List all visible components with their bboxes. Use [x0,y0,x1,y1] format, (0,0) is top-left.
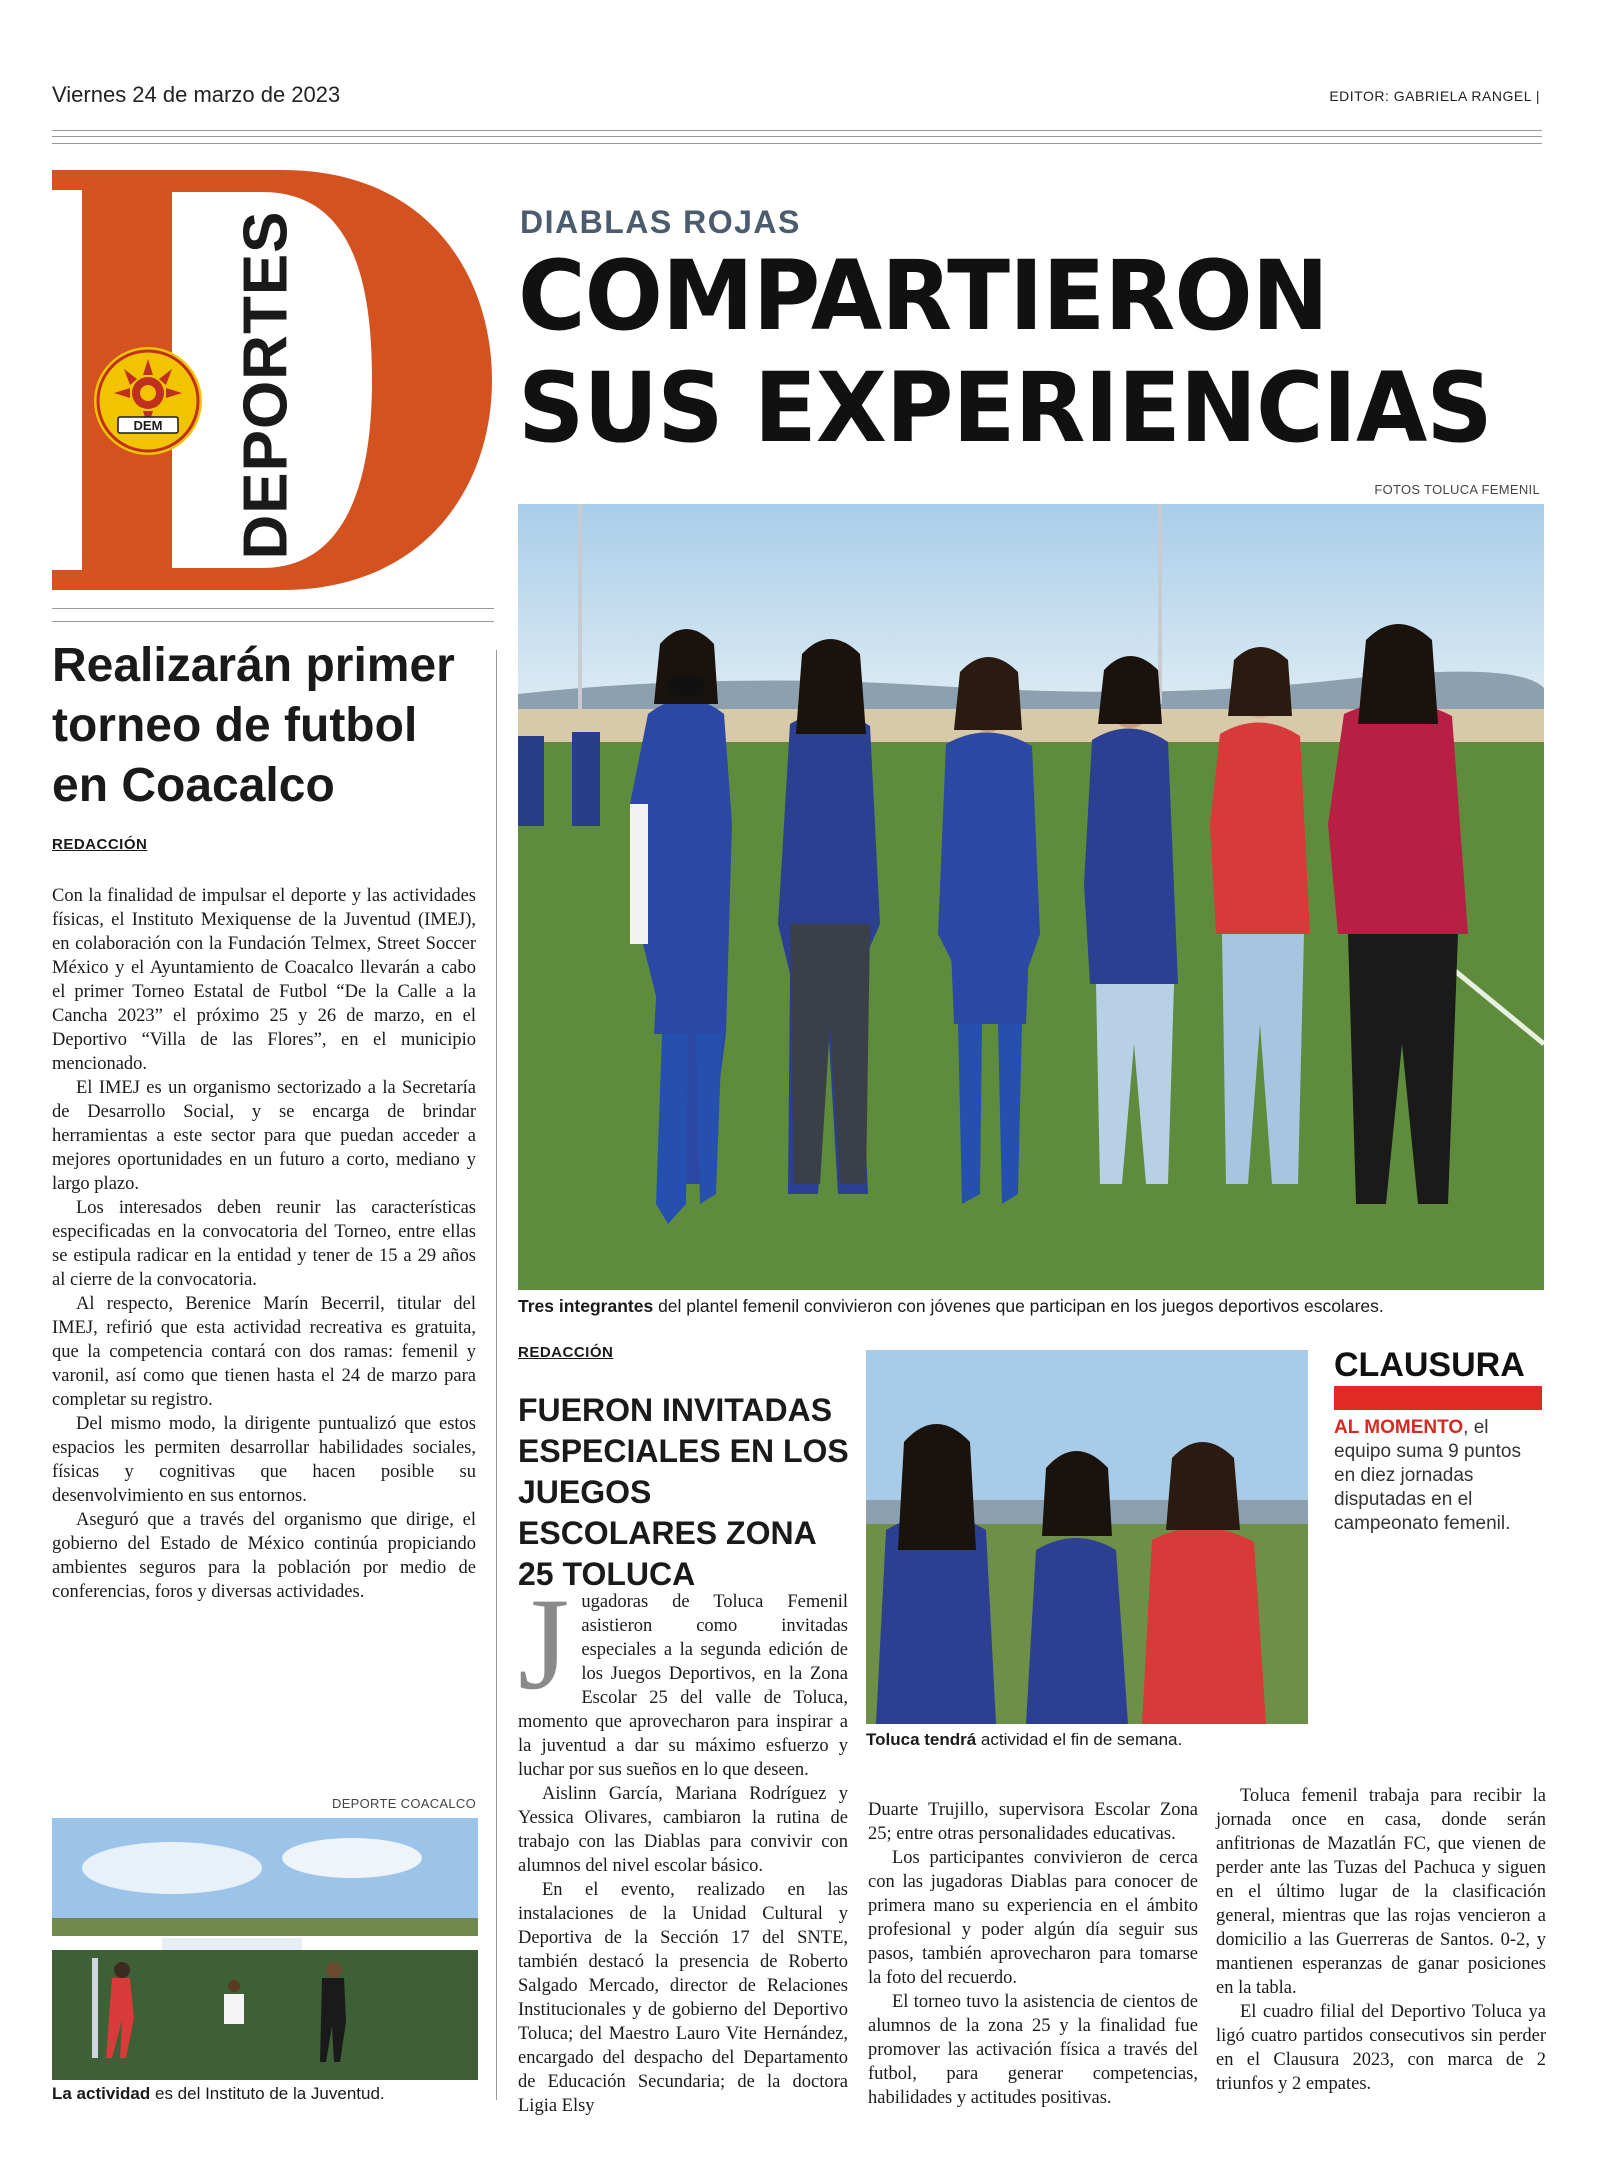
left-photo-caption: La actividad es del Instituto de la Juventud. [52,2084,385,2103]
story-kicker: DIABLAS ROJAS [520,204,801,240]
story-paragraph: En el evento, realizado en las instalaciones de la Unidad Cultural y Deportiva de la Sección 17 del SNTE, también destacó la presencia de Roberto Salgado Mercado, director de Relaciones Institucionales y de gobierno del Deportivo Toluca; del Maestro Lauro Vite Hernández, encargado del despacho del Departamento de Educación Secundaria; de la doctora Ligia Elsy [518,1880,848,2116]
left-paragraph: Con la finalidad de impulsar el deporte y las actividades físicas, el Instituto Mexiquense de la Juventud (IMEJ), en colaboración con la Fundación Telmex, Street Soccer México y el Ayuntamiento de Coacalco llevarán a cabo el primer Torneo Estatal de Futbol “De la Calle a la Cancha 2023” el próximo 25 y 26 de marzo, en el Deportivo “Villa de las Flores”, en el municipio mencionado. [52,886,476,1074]
team-group-photo [518,504,1544,1290]
headline-line: COMPARTIERON [518,240,1328,352]
story-paragraph: El torneo tuvo la asistencia de cientos de alumnos de la zona 25 y la finalidad fue promover las activación física a través del futbol, para generar competencias, habilidades y actitudes positivas. [868,1992,1198,2108]
three-players-photo [866,1350,1308,1724]
section-title: DEPORTES [231,210,301,560]
second-story-column-2 [868,1798,1198,2110]
header-rule [52,130,1542,144]
story-paragraph: Toluca femenil trabaja para recibir la jornada once en casa, donde serán anfitrionas de Mazatlán FC, que vienen de perder ante las Tuzas del Pachuca y siguen en el último lugar de la clasificación general, mientras que las rojas vencieron a domicilio a las Guerreras de Santos. 0-2, y mantienen esperanzas de ganar posiciones en la tabla. [1216,1786,1546,1998]
section-letter: D [170,565,171,566]
clausura-title: CLAUSURA [1334,1346,1525,1384]
main-photo-caption: Tres integrantes del plantel femenil convivieron con jóvenes que participan en los juegos deportivos escolares. [518,1296,1384,1316]
second-headline: FUERON INVITADAS ESPECIALES EN LOS JUEGOS ESCOLARES ZONA 25 TOLUCA [518,1392,849,1592]
left-article-body [52,884,476,1604]
main-headline [518,240,1516,464]
second-story-column-1: Jugadoras de Toluca Femenil asistieron como invitadas especiales a la segunda edición de los Juegos Deportivos, en la Zona Escolar 25 del valle de Toluca, momento que aprovecharon para inspirar a la juventud a dar su máximo esfuerzo y luchar por sus sueños en lo que deseen. Aislinn García, Mariana Rodríguez y Yessica Olivares, cambiaron la rutina de trabajo con las Diablas para convivir con alumnos del nivel escolar básico. En el evento, realizado en las instalaciones de la Unidad Cultural y Deportiva de la Sección 17 del SNTE, también destacó la presencia de Roberto Salgado Mercado, director de Relaciones Institucionales y de gobierno del Deportivo Toluca; del Maestro Lauro Vite Hernández, encargado del despacho del Departamento de Educación Secundaria; de la doctora Ligia Elsy [518,1570,848,2116]
seal-text: DEM [133,418,163,433]
story-paragraph: Duarte Trujillo, supervisora Escolar Zona 25; entre otras personalidades educativas. [868,1800,1198,1844]
second-story-column-3 [1216,1784,1546,2096]
main-photo-credit: FOTOS TOLUCA FEMENIL [1374,482,1540,497]
editor-credit: EDITOR: GABRIELA RANGEL | [1329,88,1540,104]
left-photo-credit: DEPORTE COACALCO [332,1796,476,1811]
story-paragraph: El cuadro filial del Deportivo Toluca ya ligó cuatro partidos consecutivos sin perder en el Clausura 2023, con marca de 2 triunfos y 2 empates. [1216,2002,1546,2094]
left-paragraph: Aseguró que a través del organismo que dirige, el gobierno del Estado de México continúa propiciando ambientes seguros para la población por medio de conferencias, foros y diversas actividades. [52,1510,476,1602]
clausura-accent-bar [1334,1386,1542,1410]
logo-rule [52,608,494,622]
left-paragraph: El IMEJ es un organismo sectorizado a la Secretaría de Desarrollo Social, y se encarga de brindar herramientas a este sector para que puedan acceder a mejores oportunidades en un futuro a corto, mediano y largo plazo. [52,1078,476,1194]
left-paragraph: Al respecto, Berenice Marín Becerril, titular del IMEJ, refirió que esta actividad recreativa es gratuita, que la competencia contará con dos ramas: femenil y varonil, así como que tienen hasta el 24 de marzo para completar su registro. [52,1294,476,1410]
small-photo-caption: Toluca tendrá actividad el fin de semana. [866,1730,1183,1749]
dem-seal-icon [92,345,204,457]
left-paragraph: Los interesados deben reunir las características especificadas en la convocatoria del Torneo, entre ellas se estipula radicar en la entidad y tener de 15 a 29 años al cierre de la convocatoria. [52,1198,476,1290]
story-paragraph: Aislinn García, Mariana Rodríguez y Yessica Olivares, cambiaron la rutina de trabajo con las Diablas para convivir con alumnos del nivel escolar básico. [518,1784,848,1876]
drop-cap: J [518,1570,570,1717]
left-paragraph: Del mismo modo, la dirigente puntualizó que estos espacios les permiten desarrollar habilidades sociales, físicas y cognitivas que hacen posible su desenvolvimiento en sus entornos. [52,1414,476,1506]
left-article-title: Realizarán primer torneo de futbol en Coacalco [52,639,455,812]
clausura-highlight: AL MOMENTO [1334,1417,1464,1438]
coacalco-soccer-photo [52,1818,478,2080]
headline-line: SUS EXPERIENCIAS [518,352,1492,464]
issue-date: Viernes 24 de marzo de 2023 [52,82,341,107]
second-byline: REDACCIÓN [518,1344,614,1361]
column-divider [496,650,497,2100]
left-byline: REDACCIÓN [52,836,148,853]
editor-name: EDITOR: GABRIELA RANGEL [1329,88,1532,104]
story-paragraph: Los participantes convivieron de cerca con las jugadoras Diablas para conocer de primera mano su experiencia en el ámbito profesional y poder algún día seguir sus pasos, también aprovecharon para tomarse la foto del recuerdo. [868,1848,1198,1988]
clausura-text: AL MOMENTO, el equipo suma 9 puntos en diez jornadas disputadas en el campeonato femenil. [1334,1417,1521,1534]
